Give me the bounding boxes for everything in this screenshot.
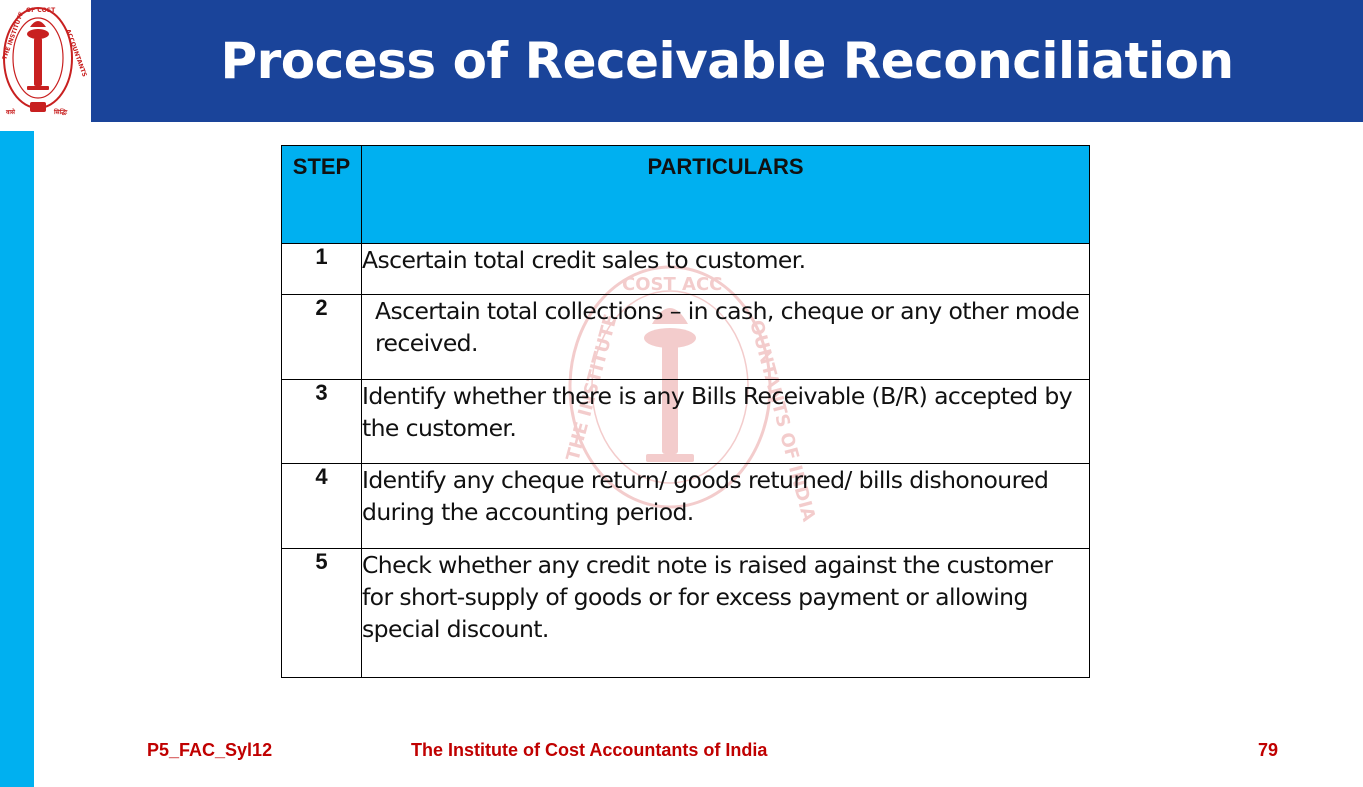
step-number: 1 [282,244,362,295]
footer-institute-name: The Institute of Cost Accountants of India [411,740,768,760]
step-description: Identify any cheque return/ goods returned/ bills dishonoured during the accounting period. [362,464,1090,549]
footer-page-number: 79 [1258,740,1279,760]
footer-course-code: P5_FAC_Syl12 [147,740,273,760]
svg-text:THE INSTITUTE: THE INSTITUTE [1,10,26,61]
table-row [282,380,1090,464]
svg-text:OF COST: OF COST [26,7,56,14]
reconciliation-steps-table [281,145,1090,678]
step-number: 4 [282,464,362,549]
left-accent-strip [0,131,34,787]
svg-text:ACCOUNTANTS: ACCOUNTANTS [64,28,88,78]
page-title: Process of Receivable Reconciliation [220,32,1234,90]
table-row [282,464,1090,549]
svg-text:वासे: वासे [6,109,15,116]
table-row [282,549,1090,678]
table-row [282,244,1090,295]
step-number: 5 [282,549,362,678]
step-description: Identify whether there is any Bills Receivable (B/R) accepted by the customer. [362,380,1090,464]
step-description: Check whether any credit note is raised against the customer for short-supply of goods or for excess payment or allowing special discount. [362,549,1090,678]
step-description: Ascertain total collections – in cash, cheque or any other mode received. [362,295,1090,380]
column-header-particulars: PARTICULARS [362,146,1090,244]
svg-text:सिद्धिः: सिद्धिः [54,109,68,116]
step-description: Ascertain total credit sales to customer. [362,244,1090,295]
table-row [282,295,1090,380]
svg-text:COST ACC: COST ACC [622,274,723,295]
table-header-row [282,146,1090,244]
column-header-step: STEP [282,146,362,244]
logo [0,0,91,122]
step-number: 2 [282,295,362,380]
institute-seal-icon [0,0,91,122]
svg-text:OUNTANTS OF INDIA: OUNTANTS OF INDIA [745,317,820,524]
svg-text:THE INSTITUTE: THE INSTITUTE [562,311,622,464]
step-number: 3 [282,380,362,464]
